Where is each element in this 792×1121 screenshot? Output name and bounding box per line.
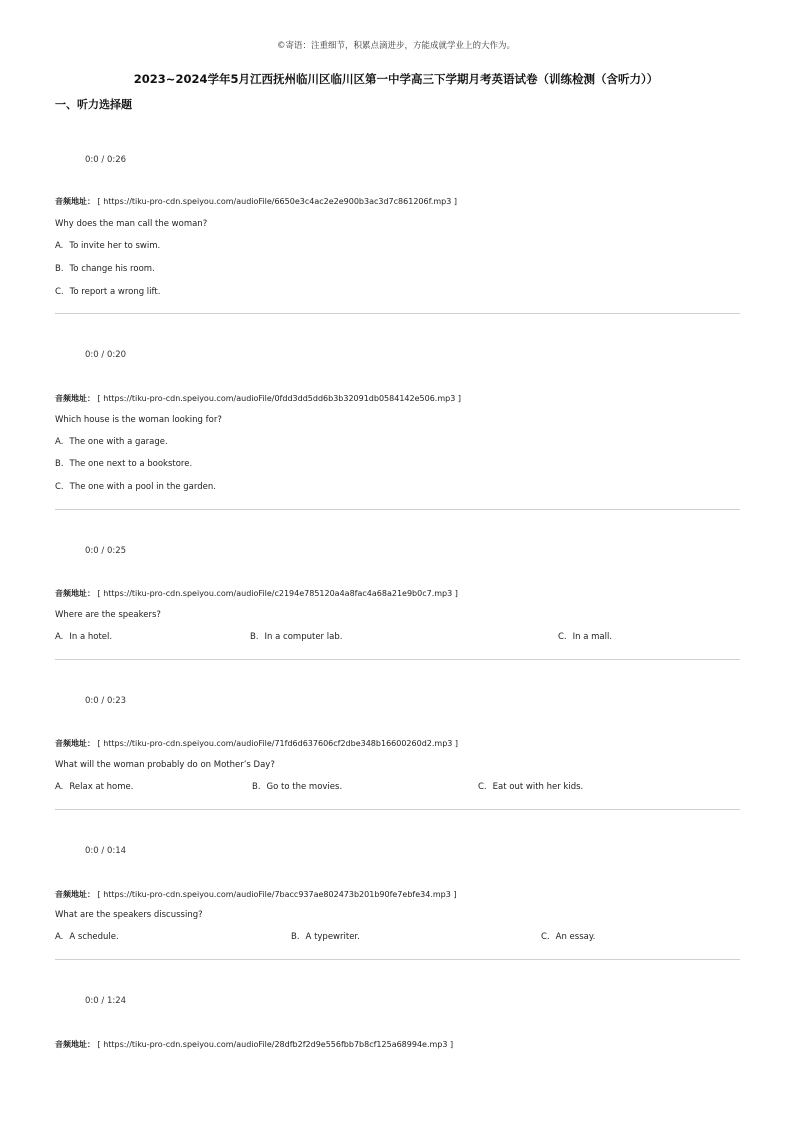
audio-address	[55, 1039, 453, 1050]
audio-address	[55, 393, 461, 404]
question-stem: What are the speakers discussing?	[55, 910, 203, 920]
question-stem: Where are the speakers?	[55, 610, 161, 620]
audio-time: 0:0 / 1:24	[85, 996, 127, 1006]
divider	[55, 959, 740, 960]
question-stem: Why does the man call the woman?	[55, 219, 208, 229]
option-c[interactable]: C. In a mall.	[558, 632, 613, 642]
audio-url-link[interactable]: [ https://tiku-pro-cdn.speiyou.com/audioFile/c2194e785120a4a8fac4a68a21e9b0c7.mp3 ]	[97, 589, 458, 598]
option-c[interactable]: C. The one with a pool in the garden.	[55, 482, 216, 492]
audio-time: 0:0 / 0:23	[85, 696, 127, 706]
audio-time: 0:0 / 0:14	[85, 846, 127, 856]
audio-address-label: 音频地址：	[55, 739, 95, 748]
audio-address-label: 音频地址：	[55, 1040, 95, 1049]
audio-time: 0:0 / 0:26	[85, 155, 127, 165]
audio-address-label: 音频地址：	[55, 394, 95, 403]
option-a[interactable]: A. The one with a garage.	[55, 437, 168, 447]
option-b[interactable]: B. To change his room.	[55, 264, 155, 274]
option-b[interactable]: B. The one next to a bookstore.	[55, 459, 193, 469]
option-c[interactable]: C. Eat out with her kids.	[478, 782, 584, 792]
option-a[interactable]: A. A schedule.	[55, 932, 119, 942]
question-stem: Which house is the woman looking for?	[55, 415, 222, 425]
option-b[interactable]: B. In a computer lab.	[250, 632, 343, 642]
audio-time: 0:0 / 0:25	[85, 546, 127, 556]
option-b[interactable]: B. Go to the movies.	[252, 782, 343, 792]
audio-url-link[interactable]: [ https://tiku-pro-cdn.speiyou.com/audioFile/6650e3c4ac2e2e900b3ac3d7c861206f.mp3 ]	[97, 197, 457, 206]
divider	[55, 809, 740, 810]
audio-address-label: 音频地址：	[55, 589, 95, 598]
audio-address-label: 音频地址：	[55, 890, 95, 899]
page-title: 2023~2024学年5月江西抚州临川区临川区第一中学高三下学期月考英语试卷（训练检测（含听力））	[133, 72, 659, 86]
audio-url-link[interactable]: [ https://tiku-pro-cdn.speiyou.com/audioFile/7bacc937ae802473b201b90fe7ebfe34.mp3 ]	[97, 890, 457, 899]
audio-address-label: 音频地址：	[55, 197, 95, 206]
audio-url-link[interactable]: [ https://tiku-pro-cdn.speiyou.com/audioFile/28dfb2f2d9e556fbb7b8cf125a68994e.mp3 ]	[97, 1040, 454, 1049]
option-a[interactable]: A. In a hotel.	[55, 632, 113, 642]
audio-address	[55, 889, 456, 900]
divider	[55, 313, 740, 314]
motto: ©寄语：注重细节，积累点滴进步，方能成就学业上的大作为。	[276, 41, 515, 51]
audio-address	[55, 738, 458, 749]
audio-address	[55, 588, 458, 599]
section-heading: 一、听力选择题	[55, 98, 132, 111]
option-c[interactable]: C. To report a wrong lift.	[55, 287, 161, 297]
option-a[interactable]: A. To invite her to swim.	[55, 241, 161, 251]
divider	[55, 659, 740, 660]
audio-url-link[interactable]: [ https://tiku-pro-cdn.speiyou.com/audioFile/0fdd3dd5dd6b3b32091db0584142e506.mp3 ]	[97, 394, 461, 403]
audio-url-link[interactable]: [ https://tiku-pro-cdn.speiyou.com/audioFile/71fd6d637606cf2dbe348b16600260d2.mp3 ]	[97, 739, 459, 748]
option-a[interactable]: A. Relax at home.	[55, 782, 134, 792]
question-stem: What will the woman probably do on Mother’s Day?	[55, 760, 275, 770]
option-b[interactable]: B. A typewriter.	[291, 932, 360, 942]
audio-time: 0:0 / 0:20	[85, 350, 127, 360]
option-c[interactable]: C. An essay.	[541, 932, 596, 942]
audio-address	[55, 196, 457, 207]
divider	[55, 509, 740, 510]
